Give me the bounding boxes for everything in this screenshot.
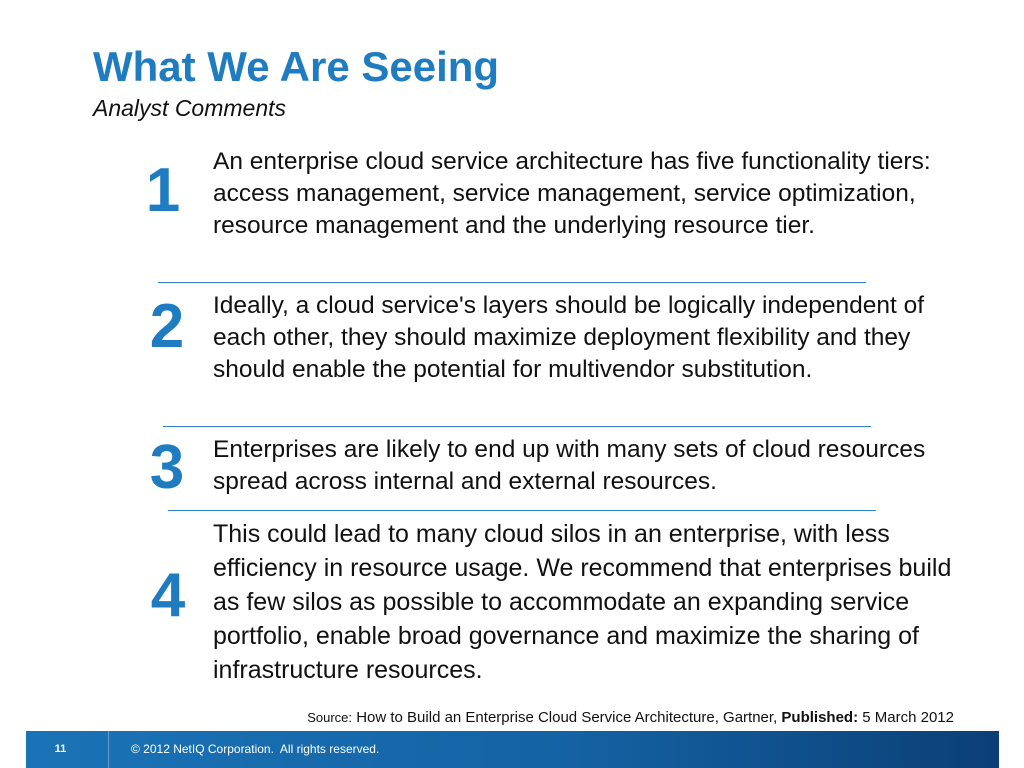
copyright-notice: © 2012 NetIQ Corporation. All rights reserved. xyxy=(131,742,380,756)
source-title: How to Build an Enterprise Cloud Service Architecture, Gartner, xyxy=(356,709,778,726)
item-text-4: This could lead to many cloud silos in an enterprise, with less efficiency in resource usage. We recommend that enterprises build as few silos as possible to accommodate an expanding service portfolio, enable broad governance and maximize the sharing of infrastructure resources. xyxy=(213,520,952,684)
divider-1 xyxy=(158,282,866,283)
item-number-1: 1 xyxy=(145,156,181,225)
page-number: 11 xyxy=(54,743,67,755)
item-number-2: 2 xyxy=(149,292,185,361)
footer-bar xyxy=(26,731,999,768)
item-text-2: Ideally, a cloud service's layers should be logically independent of each other, they should maximize deployment flexibility and they should enable the potential for multivendor substitution. xyxy=(213,292,925,383)
divider-3 xyxy=(168,510,876,511)
footer-separator xyxy=(108,731,109,768)
item-text-3: Enterprises are likely to end up with many sets of cloud resources spread across internal and external resources. xyxy=(213,436,926,495)
source-citation xyxy=(307,709,954,727)
published-label: Published: xyxy=(781,709,859,726)
item-number-3: 3 xyxy=(149,433,185,502)
item-number-4: 4 xyxy=(150,561,186,630)
source-label: Source: xyxy=(307,710,353,725)
divider-2 xyxy=(163,426,871,427)
published-date: 5 March 2012 xyxy=(862,709,954,726)
slide-title: What We Are Seeing xyxy=(93,43,500,90)
item-text-1: An enterprise cloud service architecture has five functionality tiers: access management, service management, service optimization, resource management and the underlying resource tier. xyxy=(213,148,931,239)
slide-subtitle: Analyst Comments xyxy=(93,95,287,121)
